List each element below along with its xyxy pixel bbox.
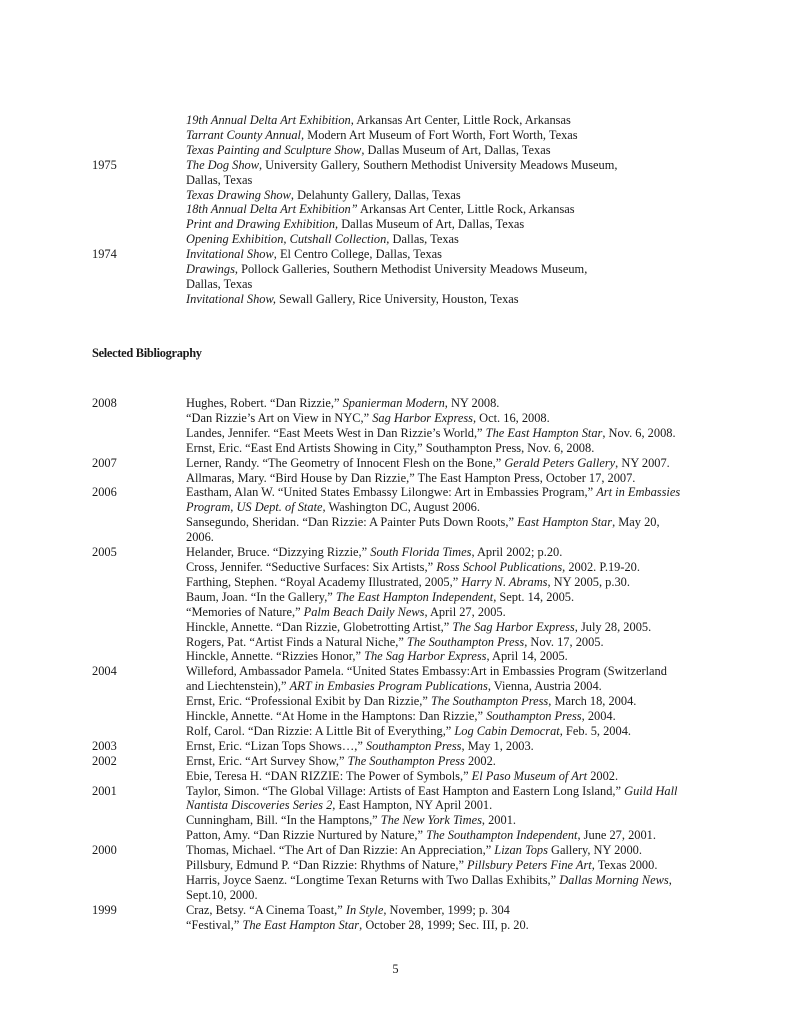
year-label: 2007: [92, 455, 117, 470]
bibliography-row: [92, 888, 712, 903]
text-segment: , East Hampton, NY April 2001.: [332, 798, 493, 813]
entry-text: [186, 784, 712, 799]
bibliography-row: [92, 471, 712, 486]
year-label: [92, 918, 186, 933]
text-segment: Sansegundo, Sheridan. “Dan Rizzie: A Painter Puts Down Roots,”: [186, 515, 518, 530]
text-segment: 2006.: [186, 530, 214, 545]
bibliography-row: [92, 426, 712, 441]
bibliography-row: [92, 798, 712, 813]
year-label: [92, 411, 186, 426]
year-label: [92, 173, 186, 188]
entry-text: [186, 769, 712, 784]
bibliography-row: [92, 620, 712, 635]
entry-text: [186, 247, 712, 262]
italic-title: Invitational Show: [186, 247, 274, 262]
text-segment: Willeford, Ambassador Pamela. “United States Embassy:Art in Embassies Program (Switzerland: [186, 664, 667, 679]
italic-title: Ross School Publications: [436, 559, 563, 574]
entry-text: [186, 530, 712, 545]
italic-title: ART in Embasies Program Publications: [289, 679, 488, 694]
italic-title: Art in Embassies: [596, 485, 681, 500]
text-segment: “Dan Rizzie’s Art on View in NYC,”: [186, 410, 373, 425]
text-segment: Ernst, Eric. “Lizan Tops Shows…,”: [186, 738, 366, 753]
bibliography-row: [92, 828, 712, 843]
bibliography-row: [92, 679, 712, 694]
bibliography-row: [92, 664, 712, 679]
text-segment: , November, 1999; p. 304: [383, 902, 510, 917]
italic-title: Dallas Morning News: [559, 873, 669, 887]
entry-text: [186, 500, 712, 515]
italic-title: Gerald Peters Gallery: [504, 455, 616, 470]
exhibition-row: [92, 173, 712, 188]
text-segment: , March 18, 2004.: [548, 694, 637, 709]
text-segment: , October 28, 1999; Sec. III, p. 20.: [359, 917, 529, 932]
italic-title: Drawings: [186, 262, 235, 277]
text-segment: Dallas, Texas: [186, 172, 253, 187]
year-label: [92, 500, 186, 515]
bibliography-row: [92, 709, 712, 724]
text-segment: Texas 2000.: [594, 858, 658, 873]
exhibition-row: [92, 292, 712, 307]
text-segment: , July 28, 2005.: [574, 619, 652, 634]
bibliography-row: [92, 500, 712, 515]
text-segment: , 2001.: [481, 813, 516, 828]
bibliography-row: [92, 724, 712, 739]
entry-text: [186, 664, 712, 679]
year-label: [92, 709, 186, 724]
text-segment: Oct. 16, 2008.: [476, 410, 550, 425]
bibliography-row: [92, 739, 712, 754]
entry-text: [186, 545, 712, 560]
text-segment: , April 14, 2005.: [486, 649, 568, 664]
section-heading-bibliography: Selected Bibliography: [92, 346, 202, 360]
text-segment: , NY 2007.: [615, 455, 670, 470]
text-segment: Dallas, Texas: [186, 276, 253, 291]
text-segment: Ernst, Eric. “Professional Exibit by Dan Rizzie,”: [186, 694, 431, 709]
italic-title: Opening Exhibition, Cutshall Collection,: [186, 232, 390, 247]
italic-title: The East Hampton Star: [485, 425, 603, 440]
text-segment: Modern Art Museum of Fort Worth, Fort Worth, Texas: [304, 127, 578, 142]
entry-text: [186, 128, 712, 143]
year-label: [92, 515, 186, 530]
text-segment: , Pollock Galleries, Southern Methodist University Meadows Museum,: [234, 262, 588, 277]
bibliography-row: [92, 590, 712, 605]
entry-text: [186, 694, 712, 709]
text-segment: , NY 2005, p.30.: [547, 574, 630, 589]
year-label: [92, 649, 186, 664]
text-segment: Ernst, Eric. “Art Survey Show,”: [186, 753, 348, 768]
italic-title: 19th Annual Delta Art Exhibition,: [186, 113, 354, 127]
exhibition-row: [92, 143, 712, 158]
entry-text: [186, 724, 712, 739]
entry-text: [186, 903, 712, 918]
bibliography-row: [92, 456, 712, 471]
entry-text: [186, 560, 712, 575]
text-segment: Pillsbury, Edmund P. “Dan Rizzie: Rhythms of Nature,”: [186, 858, 468, 873]
entry-text: [186, 217, 712, 232]
entry-text: [186, 471, 712, 486]
bibliography-row: [92, 769, 712, 784]
entry-text: [186, 262, 712, 277]
text-segment: 2002.: [587, 768, 619, 783]
text-segment: ,: [668, 873, 672, 887]
year-label: [92, 202, 186, 217]
italic-title: Invitational Show,: [186, 291, 276, 306]
italic-title: Log Cabin Democrat: [454, 723, 560, 738]
bibliography-row: [92, 918, 712, 933]
text-segment: , El Centro College, Dallas, Texas: [273, 247, 442, 262]
text-segment: Cross, Jennifer. “Seductive Surfaces: Six Artists,”: [186, 559, 437, 574]
text-segment: , Sept. 14, 2005.: [493, 589, 575, 604]
entry-text: [186, 590, 712, 605]
bibliography-row: [92, 903, 712, 918]
text-segment: , Vienna, Austria 2004.: [487, 679, 602, 694]
year-label: 1999: [92, 902, 117, 917]
entry-text: [186, 605, 712, 620]
year-label: [92, 471, 186, 486]
year-label: [92, 620, 186, 635]
text-segment: Allmaras, Mary. “Bird House by Dan Rizzie,” The East Hampton Press, October 17, 2007.: [186, 470, 636, 485]
year-label: 2001: [92, 783, 117, 798]
exhibitions-list: [92, 113, 712, 307]
year-label: [92, 113, 186, 128]
text-segment: Rolf, Carol. “Dan Rizzie: A Little Bit of Everything,”: [186, 723, 455, 738]
italic-title: Program, US Dept. of State,: [186, 500, 326, 515]
text-segment: Helander, Bruce. “Dizzying Rizzie,”: [186, 545, 371, 560]
entry-text: [186, 441, 712, 456]
text-segment: 2002.: [464, 753, 496, 768]
text-segment: Sept.10, 2000.: [186, 887, 258, 902]
text-segment: Arkansas Art Center, Little Rock, Arkansas: [353, 113, 571, 127]
text-segment: , Delahunty Gallery, Dallas, Texas: [290, 187, 461, 202]
italic-title: East Hampton Star: [517, 515, 613, 530]
text-segment: Baum, Joan. “In the Gallery,”: [186, 589, 336, 604]
text-segment: Cunningham, Bill. “In the Hamptons,”: [186, 813, 381, 828]
italic-title: Spanierman Modern: [342, 396, 445, 410]
year-label: [92, 769, 186, 784]
text-segment: Taylor, Simon. “The Global Village: Artists of East Hampton and Eastern Long Island,”: [186, 783, 625, 798]
year-label: 1975: [92, 157, 117, 172]
entry-text: [186, 277, 712, 292]
italic-title: Southampton Press: [486, 709, 582, 724]
entry-text: [186, 232, 712, 247]
text-segment: Hughes, Robert. “Dan Rizzie,”: [186, 396, 343, 410]
entry-text: [186, 456, 712, 471]
bibliography-row: [92, 396, 712, 411]
bibliography-row: [92, 694, 712, 709]
italic-title: Print and Drawing Exhibition,: [186, 217, 339, 232]
text-segment: , Feb. 5, 2004.: [559, 723, 631, 738]
entry-text: [186, 143, 712, 158]
italic-title: Tarrant County Annual,: [186, 127, 305, 142]
year-label: [92, 292, 186, 307]
year-label: [92, 217, 186, 232]
exhibition-row: [92, 158, 712, 173]
year-label: [92, 143, 186, 158]
year-label: [92, 813, 186, 828]
entry-text: [186, 813, 712, 828]
italic-title: Pillsbury Peters Fine Art,: [467, 858, 595, 873]
year-label: [92, 858, 186, 873]
bibliography-row: [92, 515, 712, 530]
year-label: [92, 679, 186, 694]
entry-text: [186, 202, 712, 217]
bibliography-row: [92, 649, 712, 664]
italic-title: Lizan Tops: [494, 843, 548, 858]
exhibition-row: [92, 277, 712, 292]
bibliography-row: [92, 441, 712, 456]
entry-text: [186, 396, 712, 411]
year-label: [92, 694, 186, 709]
entry-text: [186, 188, 712, 203]
italic-title: Texas Painting and Sculpture Show: [186, 142, 362, 157]
text-segment: Farthing, Stephen. “Royal Academy Illustrated, 2005,”: [186, 574, 462, 589]
italic-title: Nantista Discoveries Series 2: [186, 798, 333, 813]
exhibition-row: [92, 247, 712, 262]
bibliography-row: [92, 843, 712, 858]
year-label: 2002: [92, 753, 117, 768]
bibliography-row: [92, 560, 712, 575]
text-segment: Washington DC, August 2006.: [325, 500, 480, 515]
exhibition-row: [92, 217, 712, 232]
entry-text: [186, 679, 712, 694]
year-label: 2000: [92, 843, 117, 858]
text-segment: Dallas, Texas: [389, 232, 459, 247]
italic-title: The Southampton Press: [406, 634, 525, 649]
text-segment: Lerner, Randy. “The Geometry of Innocent Flesh on the Bone,”: [186, 455, 505, 470]
text-segment: , April 2002; p.20.: [471, 545, 563, 560]
page-number: 5: [392, 962, 399, 976]
bibliography-row: [92, 545, 712, 560]
entry-text: [186, 888, 712, 903]
text-segment: , 2004.: [581, 709, 616, 724]
entry-text: [186, 411, 712, 426]
year-label: [92, 530, 186, 545]
bibliography-row: [92, 754, 712, 769]
entry-text: [186, 709, 712, 724]
italic-title: The Dog Show: [186, 157, 259, 172]
year-label: [92, 605, 186, 620]
exhibition-row: [92, 128, 712, 143]
entry-text: [186, 843, 712, 858]
italic-title: Harry N. Abrams: [461, 574, 548, 589]
entry-text: [186, 485, 712, 500]
text-segment: Ernst, Eric. “East End Artists Showing in City,” Southampton Press, Nov. 6, 2008.: [186, 440, 595, 455]
italic-title: The Southampton Press: [347, 753, 465, 768]
bibliography-row: [92, 411, 712, 426]
text-segment: Landes, Jennifer. “East Meets West in Dan Rizzie’s World,”: [186, 425, 486, 440]
year-label: [92, 262, 186, 277]
entry-text: [186, 828, 712, 843]
entry-text: [186, 515, 712, 530]
text-segment: , May 1, 2003.: [461, 738, 534, 753]
year-label: [92, 590, 186, 605]
year-label: [92, 635, 186, 650]
italic-title: Southampton Press: [365, 738, 462, 753]
italic-title: In Style: [345, 902, 384, 917]
text-segment: Arkansas Art Center, Little Rock, Arkansas: [357, 202, 575, 217]
bibliography-list: [92, 396, 712, 933]
year-label: 2008: [92, 396, 117, 410]
year-label: [92, 873, 186, 888]
text-segment: and Liechtenstein),”: [186, 679, 290, 694]
text-segment: , May 20,: [612, 515, 660, 530]
text-segment: Craz, Betsy. “A Cinema Toast,”: [186, 902, 346, 917]
italic-title: El Paso Museum of Art: [471, 768, 588, 783]
year-label: 2005: [92, 545, 117, 560]
entry-text: [186, 292, 712, 307]
text-segment: , Nov. 6, 2008.: [602, 425, 676, 440]
entry-text: [186, 918, 712, 933]
entry-text: [186, 158, 712, 173]
year-label: [92, 426, 186, 441]
exhibition-row: [92, 262, 712, 277]
text-segment: Rogers, Pat. “Artist Finds a Natural Niche,”: [186, 634, 407, 649]
bibliography-row: [92, 873, 712, 888]
bibliography-row: [92, 605, 712, 620]
bibliography-row: [92, 813, 712, 828]
year-label: [92, 560, 186, 575]
text-segment: , Nov. 17, 2005.: [524, 634, 604, 649]
entry-text: [186, 798, 712, 813]
year-label: [92, 888, 186, 903]
text-segment: “Memories of Nature,”: [186, 604, 304, 619]
year-label: [92, 277, 186, 292]
year-label: [92, 575, 186, 590]
text-segment: , 2002. P.19-20.: [562, 559, 640, 574]
text-segment: , April 27, 2005.: [424, 604, 506, 619]
text-segment: , Dallas Museum of Art, Dallas, Texas: [361, 142, 551, 157]
entry-text: [186, 739, 712, 754]
italic-title: Palm Beach Daily News: [303, 604, 425, 619]
exhibition-row: [92, 202, 712, 217]
year-label: 2004: [92, 664, 117, 679]
text-segment: Hinckle, Annette. “Rizzies Honor,”: [186, 649, 365, 664]
entry-text: [186, 113, 712, 128]
text-segment: “Festival,”: [186, 917, 243, 932]
bibliography-row: [92, 485, 712, 500]
italic-title: The New York Times: [380, 813, 482, 828]
text-segment: , NY 2008.: [444, 396, 500, 410]
entry-text: [186, 635, 712, 650]
text-segment: Ebie, Teresa H. “DAN RIZZIE: The Power of Symbols,”: [186, 768, 472, 783]
text-segment: Sewall Gallery, Rice University, Houston, Texas: [275, 291, 519, 306]
year-label: [92, 828, 186, 843]
text-segment: , June 27, 2001.: [577, 828, 656, 843]
text-segment: Thomas, Michael. “The Art of Dan Rizzie: An Appreciation,”: [186, 843, 495, 858]
year-label: 2003: [92, 738, 117, 753]
exhibition-row: [92, 113, 712, 128]
year-label: [92, 128, 186, 143]
entry-text: [186, 649, 712, 664]
italic-title: South Florida Times: [370, 545, 472, 560]
year-label: 1974: [92, 247, 117, 262]
entry-text: [186, 620, 712, 635]
entry-text: [186, 575, 712, 590]
italic-title: The Sag Harbor Express: [364, 649, 487, 664]
text-segment: Harris, Joyce Saenz. “Longtime Texan Returns with Two Dallas Exhibits,”: [186, 873, 560, 887]
entry-text: [186, 173, 712, 188]
text-segment: , University Gallery, Southern Methodist University Meadows Museum,: [258, 157, 618, 172]
year-label: [92, 798, 186, 813]
year-label: 2006: [92, 485, 117, 500]
italic-title: The Southampton Press: [431, 694, 549, 709]
bibliography-row: [92, 784, 712, 799]
text-segment: Patton, Amy. “Dan Rizzie Nurtured by Nature,”: [186, 828, 427, 843]
entry-text: [186, 858, 712, 873]
text-segment: Dallas Museum of Art, Dallas, Texas: [338, 217, 525, 232]
text-segment: Hinckle, Annette. “At Home in the Hamptons: Dan Rizzie,”: [186, 709, 487, 724]
exhibition-row: [92, 188, 712, 203]
italic-title: Guild Hall: [624, 783, 678, 798]
bibliography-row: [92, 858, 712, 873]
bibliography-row: [92, 575, 712, 590]
italic-title: The East Hampton Star: [242, 917, 360, 932]
italic-title: The Southampton Independent: [426, 828, 578, 843]
text-segment: Gallery, NY 2000.: [547, 843, 642, 858]
text-segment: Eastham, Alan W. “United States Embassy Lilongwe: Art in Embassies Program,”: [186, 485, 597, 500]
text-segment: Hinckle, Annette. “Dan Rizzie, Globetrotting Artist,”: [186, 619, 453, 634]
year-label: [92, 188, 186, 203]
italic-title: The East Hampton Independent: [335, 589, 494, 604]
year-label: [92, 724, 186, 739]
italic-title: The Sag Harbor Express: [452, 619, 575, 634]
entry-text: [186, 426, 712, 441]
year-label: [92, 232, 186, 247]
bibliography-row: [92, 635, 712, 650]
entry-text: [186, 873, 712, 888]
bibliography-row: [92, 530, 712, 545]
italic-title: Texas Drawing Show: [186, 187, 291, 202]
italic-title: Sag Harbor Express,: [372, 410, 477, 425]
entry-text: [186, 754, 712, 769]
exhibition-row: [92, 232, 712, 247]
italic-title: 18th Annual Delta Art Exhibition”: [186, 202, 358, 217]
year-label: [92, 441, 186, 456]
